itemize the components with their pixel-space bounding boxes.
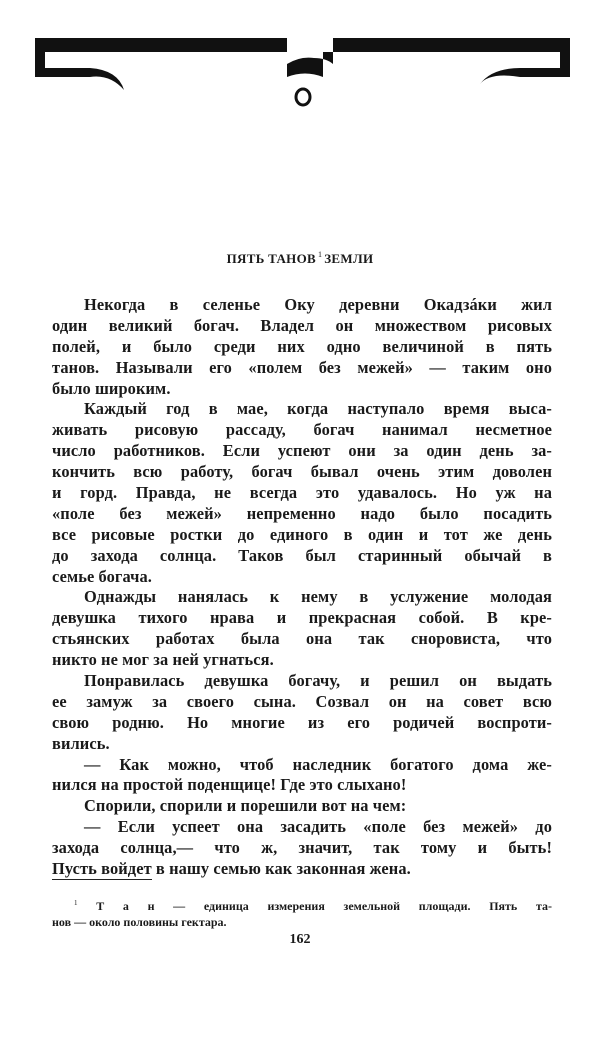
paragraph-line: свою родню. Но многие из его родичей воспроти- <box>52 712 552 732</box>
footnote-line <box>52 894 552 913</box>
header-ornament <box>0 0 600 110</box>
footnote-line: нов — около половины гектара. <box>52 915 227 929</box>
paragraph-line: «поле без межей» непременно надо было посадить <box>52 503 552 523</box>
paragraph-line: вились. <box>52 733 110 753</box>
paragraph-line: никто не мог за ней угнаться. <box>52 650 274 670</box>
paragraph-line: Понравилась девушка богачу, и решил он выдать <box>84 671 552 691</box>
paragraph-line: кончить всю работу, богач бывал очень этим доволен <box>52 462 552 482</box>
paragraph-line: стьянских работах была она так сноровиста, что <box>52 629 552 649</box>
paragraph-line: число работников. Если успеют они за один день за- <box>52 441 552 461</box>
paragraph-line: девушка тихого нрава и прекрасная собой. В кре- <box>52 608 552 628</box>
paragraph-line: полей, и было среди них одно величиной в пять <box>52 336 552 356</box>
page-number: 162 <box>289 932 311 947</box>
footnote-mark: 1 <box>74 899 78 907</box>
paragraph-line: нился на простой поденщице! Где это слыхано! <box>52 775 407 795</box>
paragraph-line: Некогда в селенье Оку деревни Окадзáки жил <box>84 295 552 314</box>
paragraph-line: один великий богач. Владел он множеством рисовых <box>52 315 552 335</box>
paragraph-line: ее замуж за своего сына. Созвал он на совет всю <box>52 691 552 711</box>
paragraph-line: Пусть войдет в нашу семью как законная жена. <box>52 859 411 879</box>
footnote-text: Т а н — единица измерения земельной площади. Пять та- <box>96 899 552 913</box>
footnote-ref: 1 <box>317 250 323 259</box>
paragraph-line: до захода солнца. Таков был старинный обычай в <box>52 545 552 565</box>
paragraph-line: захода солнца,— что ж, значит, так тому и быть! <box>52 838 552 858</box>
footnote-divider <box>52 879 152 880</box>
ring-ornament <box>296 89 310 105</box>
paragraph-line: Спорили, спорили и порешили вот на чем: <box>84 796 407 816</box>
paragraph-line: Каждый год в мае, когда наступало время выса- <box>84 399 552 419</box>
paragraph-line: Однажды нанялась к нему в услужение молодая <box>84 587 552 607</box>
paragraph-line: живать рисовую рассаду, богач нанимал несметное <box>52 420 552 440</box>
footnote <box>52 894 552 932</box>
paragraph-line: семье богача. <box>52 566 152 586</box>
paragraph-line: — Как можно, чтоб наследник богатого дома же- <box>84 754 552 774</box>
paragraph-line: и горд. Правда, не всегда это удавалось. Но уж на <box>52 483 552 503</box>
paragraph-line: танов. Называли его «полем без межей» — таким оно <box>52 357 552 377</box>
paragraph-line: все рисовые ростки до единого в один и тот же день <box>52 524 552 544</box>
title-text: ЗЕМЛИ <box>324 251 374 266</box>
story-title <box>0 250 600 267</box>
story-body <box>52 295 552 880</box>
title-text: ПЯТЬ ТАНОВ <box>226 251 316 266</box>
paragraph-line: — Если успеет она засадить «поле без межей» до <box>84 817 552 837</box>
paragraph-line: было широким. <box>52 378 171 398</box>
